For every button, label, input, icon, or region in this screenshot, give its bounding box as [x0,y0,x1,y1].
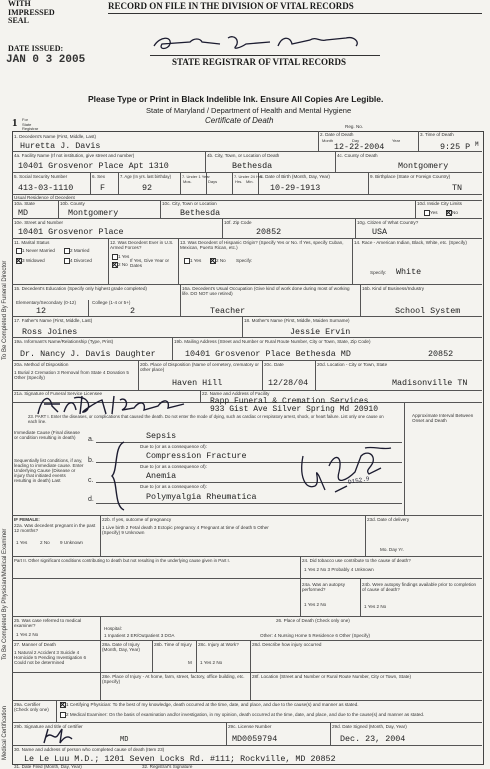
widowed-label: 3 Widowed [22,258,45,263]
education-college-label: College (1-4 or 5+) [92,300,131,305]
field-26-label: 26. Place of Death (Check only one) [276,618,350,623]
divorced-label: 4 Divorced [70,258,92,263]
date-of-death: 12-22-2004 [334,142,385,152]
pregnant-options-no: 2 No [40,540,50,545]
field-13-label: 13. Was Decedent of Hispanic Origin? (Specify Yes or No. If Yes, specify Cuban, Mexican, Puerto Rican, etc.) [180,240,344,250]
pregnant-options-unknown: 9 Unknown [60,540,83,545]
grid-line [12,316,482,317]
birthplace: TN [452,183,463,193]
education-elem-label: Elementary/Secondary (0-12) [16,300,77,305]
father-name: Ross Joines [22,327,78,337]
registrar-signature [150,32,370,52]
grid-line [12,745,482,746]
side-medical-certification: Medical Certification [2,705,8,760]
for-state-registrar: For State Registrar [22,117,39,131]
business: School System [395,306,461,316]
cause-d-line [96,503,402,504]
armed-forces-no-label: 2 No [118,262,128,267]
pen-note: D152.9 [347,475,371,486]
field-12-label: 12. Was Decedent Ever in U.S. Armed Forces? [110,240,174,250]
grid-line [415,200,416,218]
field-28b-m: M [188,660,192,665]
occupation: Teacher [210,306,246,316]
residence-street: 10401 Grosvenor Place [18,227,124,237]
field-28c-label: 28c. Injury at Work? [198,642,239,647]
field-2-year: Year [392,138,401,143]
field-27-label: 27. Manner of Death [14,642,56,647]
field-19b-label: 19b. Mailing Address (Street and Number or Rural Route Number, City or Town, State, Zip Code) [174,339,371,344]
record-underline [108,13,482,14]
cause-a: Sepsis [146,431,177,441]
field-22a-label: 22a. Was decedent pregnant in the past 12 months? [14,523,96,533]
autopsy-findings-options: 1 Yes 2 No [364,604,387,609]
grid-line [365,515,366,556]
grid-line [58,200,59,218]
field-28d-label: 28d. Describe how injury occurred [252,642,322,647]
grid-line [12,218,482,219]
instruction-text: Please Type or Print in Black Indelible Ink. Ensure All Copies Are Legible. [88,94,384,104]
hospital-options: 1 Inpatient 2 ER/Outpatient 3 DOA [104,633,175,638]
autopsy-options: 1 Yes 2 No [304,602,327,607]
tobacco-options: 1 Yes 2 No 3 Probably 4 Unknown [304,567,374,572]
city-of-death: Bethesda [232,161,273,171]
decedent-name: Huretta J. Davis [20,141,101,151]
completer-name-address: Le Le Luu M.D.; 1201 Seven Locks Rd. #111; Rockville, MD 20852 [24,754,336,764]
field-8-label: 8. Date of Birth (Month, Day, Year) [260,174,330,179]
pregnancy-outcome-options: 1 Live birth 2 Fetal death 3 Ectopic pregnancy 4 Pregnant at time of death 5 Other (Specify) 9 Unknown [102,525,269,535]
disposition-options: 1 Burial 2 Cremation 3 Removal from State 4 Donation 5 Other (Specify) [14,370,129,380]
field-11-label: 11. Marital Status [14,240,50,245]
citizenship: USA [372,227,388,237]
cause-b: Compression Fracture [146,451,247,461]
sex: F [100,183,106,193]
field-25-label: 25. Was case referred to medical examiner? [14,618,82,628]
cause-c: Anemia [146,471,177,481]
grid-line [12,556,482,557]
cause-a-letter: a. [88,436,94,443]
grid-line [360,284,361,316]
cause-b-due: Due to (or as a consequence of): [140,444,207,449]
certifier-option-2: 2 Medical Examiner: On the basis of examination and/or investigation, in my opinion, death occurred at the time, date, and place, and due to the cause(s) and manner as stated. [66,712,425,717]
field-16a-label: 16a. Decedent's Usual Occupation (Give kind of work done during most of working life. DO NOT use retired) [182,286,350,296]
grid-line [180,284,181,316]
field-10f-label: 10f. Zip Code [224,220,252,225]
field-28a-label: 28a. Date of Injury (Month, Day, Year) [102,642,140,652]
grid-line [90,172,91,194]
grid-line [172,337,173,360]
grid-line [12,672,482,673]
field-7-hrs: Hrs. [235,179,243,184]
grid-line [352,238,353,284]
field-19a-label: 19a. Informant's Name/Relationship (Type, Print) [14,339,114,344]
row-numeral: 1 [12,117,18,129]
field-7a-label: 7. Age (In yrs. last birthday) [120,174,171,179]
field-10e-label: 10e. Street and Number [14,220,64,225]
field-20d-label: 20d. Location - City or Town, State [317,362,388,367]
grid-line [12,151,482,152]
race-specify: Specify: [370,270,387,275]
manner-options: 1 Natural 2 Accident 3 Suicide 4 Homicide 5 Pending Investigation 6 Could not be determined [14,650,87,665]
grid-line [100,616,101,640]
grid-line [12,722,482,723]
grid-line [360,578,361,616]
registrar-underline [150,55,380,56]
field-32-label: 32. Registrar's Signature [142,764,193,769]
field-1-label: 1. Decedent's Name (First, Middle, Last) [14,134,97,139]
field-29c-label: 29c. License Number [228,724,272,729]
grid-line [12,360,482,361]
grid-line [12,616,482,617]
grid-line [100,515,101,556]
cause-b-letter: b. [88,457,94,464]
disposition-location: Madisonville TN [392,378,468,388]
field-23d-label: 23d. Date of delivery [367,517,410,522]
cause-a-line [96,442,402,443]
sequential-label: Sequentially list conditions, if any, leading to immediate cause. Enter Underlying Cause (Disease or injury that initiated events resulting in death) Last [14,458,84,483]
grid-line [56,700,57,722]
grid-line [355,218,356,238]
hispanic-specify: Specify: [236,258,253,263]
field-22-label: 22. Name and Address of Facility [202,391,270,396]
state-line: State of Maryland / Department of Health and Mental Hygiene [146,106,352,115]
grid-line [222,218,223,238]
residence-county: Montgomery [68,208,119,218]
field-20a-label: 20a. Method of Disposition [14,362,69,367]
certificate-title: Certificate of Death [205,116,274,125]
field-10c-label: 10c. City, Town or Location [162,201,217,206]
grid-line [335,151,336,172]
armed-forces-give: If Yes, Give Year or Dates [130,258,170,268]
grid-line [160,200,161,218]
pen-scribble [295,446,405,502]
field-29a-label: 29a. Certifier (Check only one) [14,702,49,712]
grid-line [242,316,243,337]
field-21a-label: 21a. Signature of Funeral Service Licensee [14,391,103,396]
if-female-label: IF FEMALE: [14,517,40,522]
certifier-signature [40,727,76,745]
grid-line [12,640,482,641]
residence-state: MD [18,208,29,218]
grid-line [152,640,153,672]
field-28b-label: 28b. Time of Injury [154,642,192,647]
field-2-label: 2. Date of Death [320,132,354,137]
field-29b-label: 29b. Signature and title of certifier [14,724,83,729]
grid-line [88,300,89,316]
facility-address: 933 Gist Ave Silver Spring Md 20910 [210,405,379,414]
field-20b-label: 20b. Place of Disposition (Name of cemetery, crematory or other place) [140,362,259,372]
armed-forces-yes-label: 1 Yes [118,254,130,259]
field-29d-label: 29d. Date Signed (Month, Day, Year) [332,724,407,729]
grid-line [12,515,482,516]
grid-line [232,172,233,194]
field-22b-label: 22b. If yes, outcome of pregnancy [102,517,172,522]
with-impressed-seal: WITH IMPRESSED SEAL [8,0,55,25]
inside-city-no-label: No [452,210,458,215]
facility-name: 10401 Grosvenor Place Apt 1310 [18,161,169,171]
grid-line [368,172,369,194]
cause-d-letter: d. [88,496,94,503]
mailing-address: 10401 Grosvenor Place Bethesda MD [185,349,351,359]
usual-residence-label: Usual Residence of Decedent [14,195,75,200]
field-4a-label: 4a. Facility Name (If not institution, give street and number) [14,153,135,158]
field-5-label: 5. Social Security Number [14,174,68,179]
grid-line [12,284,482,285]
pregnant-options-yes: 1 Yes [16,540,28,545]
hispanic-yes-label: 1 Yes [190,258,202,263]
date-signed: Dec. 23, 2004 [340,734,406,744]
registrar-title: STATE REGISTRAR OF VITAL RECORDS [172,57,347,67]
education-elem: 12 [36,306,47,316]
time-suffix: M [475,141,479,148]
grid-line [178,238,179,284]
license-number: MD0059794 [232,734,278,744]
grid-line [418,131,419,151]
field-28f-label: 28f. Location (Street and Number or Rural Route Number, City or Town, State) [252,674,411,679]
grid-line [138,360,139,390]
field-3-label: 3. Time of Death [420,132,454,137]
grid-line [318,131,319,151]
mailing-zip: 20852 [428,349,454,359]
side-funeral-director: To Be Completed By Funeral Director [2,260,8,360]
hispanic-no-label: 2 No [216,258,226,263]
field-10a-label: 10a. State [14,201,35,206]
referred-options: 1 Yes 2 No [16,632,39,637]
time-of-death: 9:25 P [440,142,471,152]
field-17-label: 17. Father's Name (First, Middle, Last) [14,318,93,323]
age: 92 [142,183,153,193]
place-of-disposition: Haven Hill [172,378,223,388]
hospital-label: Hospital: [104,626,122,631]
field-2-day: Day [352,138,360,143]
certifier-title: MD [120,736,129,744]
informant: Dr. Nancy J. Davis Daughter [20,349,156,359]
field-7-mos: Mos. [183,179,192,184]
mother-name: Jessie Ervin [290,327,351,337]
married-label: 2 Married [70,248,90,253]
date-of-birth: 10-29-1913 [270,183,321,193]
field-10b-label: 10b. County [60,201,85,206]
ssn: 413-03-1110 [18,183,74,193]
grid-line [12,337,482,338]
grid-line [100,640,101,700]
grid-line [330,722,331,745]
field-6-label: 6. Sex [92,174,106,179]
grid-line [226,722,227,745]
field-2-month: Month [322,138,334,143]
place-other-options: Other: 4 Nursing Home 5 Residence 6 Other (Specify) [260,633,371,638]
race: White [396,267,422,277]
cause-d: Polymyalgia Rheumatica [146,492,257,502]
field-15-label: 15. Decedent's Education (Specify only highest grade completed) [14,286,147,291]
grid-line [12,578,482,579]
field-30-label: 30. Name and address of person who completed cause of death (Item 23) [14,747,165,752]
field-10d-label: 10d. Inside City Limits [417,201,462,206]
field-28e-label: 28e. Place of Injury - At home, farm, street, factory, office building, etc. (Specify) [102,674,245,684]
grid-line [12,194,482,195]
grid-line [108,238,109,284]
grid-line [205,151,206,172]
field-9-label: 9. Birthplace (State or Foreign Country) [370,174,451,179]
residence-zip: 20852 [256,227,282,237]
field-10g-label: 10g. Citizen of What Country? [357,220,419,225]
grid-line [196,640,197,672]
reg-no-label: Reg. No. [345,124,364,129]
education-college: 2 [130,306,136,316]
date-issued-stamp: JAN 0 3 2005 [6,54,86,66]
record-title: RECORD ON FILE IN THE DIVISION OF VITAL RECORDS [108,1,354,11]
grid-line [300,556,301,616]
side-physician: To Be Completed By Physician/Medical Examiner [2,528,8,660]
grid-line [12,238,482,239]
field-4c-label: 4c. County of Death [337,153,378,158]
grid-line [12,700,482,701]
field-4b-label: 4b. City, Town, or Location of Death [207,153,280,158]
grid-line [250,640,251,700]
disposition-date: 12/28/04 [268,378,309,388]
part1-instructions: 23. PART I. Enter the diseases, or complications that caused the death. Do not enter the mode of dying, such as cardiac or respiratory arrest, shock, or heart failure. List only one cause on each line. [28,414,384,424]
immediate-cause-label: Immediate Cause (Final disease or condition resulting in death) [14,430,80,440]
cause-c-due: Due to (or as a consequence of): [140,464,207,469]
field-24b-label: 24b. Were autopsy findings available prior to completion of cause of death? [362,582,477,592]
grid-line [262,360,263,390]
cause-bracket [108,440,128,512]
interval-label: Approximate Interval Between Onset and Death [412,413,474,423]
field-31-label: 31. Date Filed (Month, Day, Year) [14,764,82,769]
field-7-min: Min. [246,179,254,184]
field-7c-label: 7. Under 24 Hrs. [234,174,264,179]
field-7b-label: 7. Under 1 Year [182,174,210,179]
cause-d-due: Due to (or as a consequence of): [140,484,207,489]
certifier-option-1: 1 Certifying Physician: To the best of my knowledge, death occurred at the time, date, and place, and due to the cause(s) and manner as stated. [66,702,359,707]
field-24a-label: 24a. Was an autopsy performed? [302,582,345,592]
county-of-death: Montgomery [398,161,449,171]
field-20c-label: 20c. Date [264,362,284,367]
facility-name-line1: Rapp Funeral & Cremation Services [210,397,369,406]
inside-city-yes-label: Yes [430,210,438,215]
residence-city: Bethesda [180,208,221,218]
field-14-label: 14. Race - American Indian, Black, White, etc. (Specify) [354,240,467,245]
grid-line [180,172,181,194]
field-18-label: 18. Mother's Name (First, Middle, Maiden Surname) [244,318,350,323]
part2-label: Part II. Other significant conditions contributing to death but not resulting in the underlying cause given in Part I. [14,558,230,563]
injury-at-work-options: 1 Yes 2 No [200,660,223,665]
grid-line [118,172,119,194]
field-24-label: 24. Did tobacco use contribute to the cause of death? [302,558,411,563]
grid-line [12,172,482,173]
date-issued-label: DATE ISSUED: [8,44,64,53]
field-7-days: Days [208,179,218,184]
never-married-label: 1 Never Married [22,248,55,253]
field-16b-label: 16b. Kind of Business/Industry [362,286,425,291]
grid-line [315,360,316,390]
cause-c-letter: c. [88,477,94,484]
field-23d-sub: Mo. Day Yr. [380,547,404,552]
